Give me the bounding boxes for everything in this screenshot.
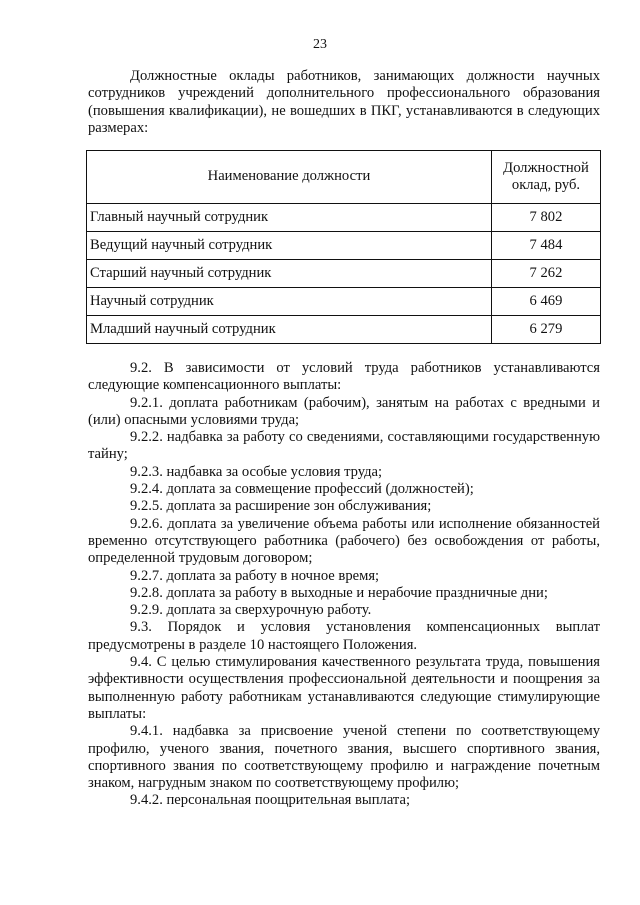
salary-cell: 7 262: [491, 260, 600, 288]
paragraph-9-2-3: 9.2.3. надбавка за особые условия труда;: [130, 463, 383, 480]
salary-cell: 6 279: [491, 316, 600, 344]
table-row: [87, 204, 601, 232]
body-text: [88, 360, 600, 810]
paragraph-9-2-5: 9.2.5. доплата за расширение зон обслуживания;: [130, 498, 432, 515]
paragraph-9-4-1: 9.4.1. надбавка за присвоение ученой степени по соответствующему профилю, ученого звания, почетного звания, высшего спортивного звания, спортивного звания по соответствующему профилю и награждение почетным знаком, нагрудным знаком по соответствующему профилю;: [88, 723, 600, 792]
position-cell: Ведущий научный сотрудник: [87, 232, 492, 260]
intro-paragraph: Должностные оклады работников, занимающих должности научных сотрудников учреждений дополнительного профессионального образования (повышения квалификации), не вошедших в ПКГ, устанавливаются в следующих размерах:: [88, 68, 600, 136]
paragraph-9-2-1: 9.2.1. доплата работникам (рабочим), занятым на работах с вредными и (или) опасными условиями труда;: [88, 394, 600, 428]
paragraph-9-4: 9.4. С целью стимулирования качественного результата труда, повышения эффективности осуществления профессиональной деятельности и поощрения за выполненную работу работникам устанавливаются следующие стимулирующие выплаты:: [88, 654, 600, 722]
table-row: [87, 232, 601, 260]
salary-table: [86, 150, 601, 344]
salary-cell: 6 469: [491, 288, 600, 316]
table-header-row: [87, 151, 601, 204]
paragraph-9-4-2: 9.4.2. персональная поощрительная выплата;: [130, 792, 411, 809]
paragraph-9-2-9: 9.2.9. доплата за сверхурочную работу.: [130, 602, 372, 619]
paragraph-9-2-6: 9.2.6. доплата за увеличение объема работы или исполнение обязанностей временно отсутствующего работника (рабочего) без освобождения от работы, определенной трудовым договором;: [88, 515, 600, 567]
salary-cell: 7 484: [491, 232, 600, 260]
position-cell: Научный сотрудник: [87, 288, 492, 316]
table-row: [87, 260, 601, 288]
paragraph-9-2-7: 9.2.7. доплата за работу в ночное время;: [130, 567, 380, 584]
position-cell: Старший научный сотрудник: [87, 260, 492, 288]
header-position-name: Наименование должности: [87, 151, 492, 204]
table-row: [87, 288, 601, 316]
paragraph-9-2-2: 9.2.2. надбавка за работу со сведениями, составляющими государственную тайну;: [88, 429, 600, 463]
paragraph-9-3: 9.3. Порядок и условия установления компенсационных выплат предусмотрены в разделе 10 настоящего Положения.: [88, 619, 600, 653]
position-cell: Младший научный сотрудник: [87, 316, 492, 344]
position-cell: Главный научный сотрудник: [87, 204, 492, 232]
paragraph-9-2: 9.2. В зависимости от условий труда работников устанавливаются следующие компенсационного выплаты:: [88, 360, 600, 394]
salary-cell: 7 802: [491, 204, 600, 232]
header-salary: Должностной оклад, руб.: [491, 151, 600, 204]
paragraph-9-2-4: 9.2.4. доплата за совмещение профессий (должностей);: [130, 481, 474, 498]
page-number: 23: [313, 37, 327, 52]
paragraph-9-2-8: 9.2.8. доплата за работу в выходные и нерабочие праздничные дни;: [130, 584, 548, 601]
table-row: [87, 316, 601, 344]
